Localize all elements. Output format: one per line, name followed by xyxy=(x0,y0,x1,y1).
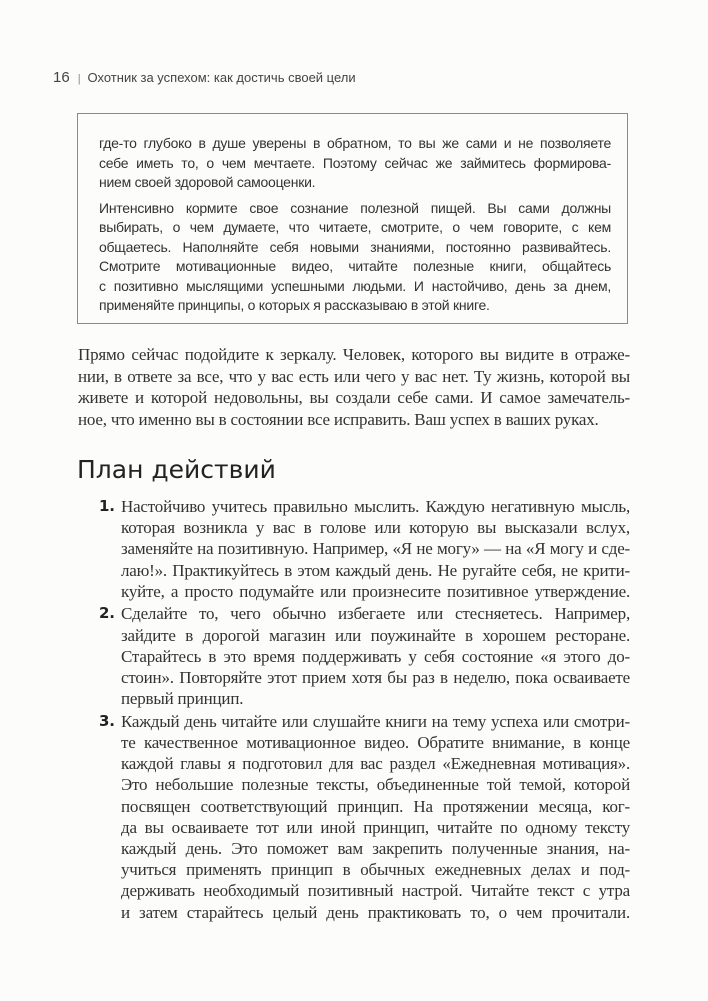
text-line: Интенсивно кормите свое сознание полезной пищей. Вы сами должны xyxy=(99,199,611,216)
text-line: каждой главы я подготовил для вас раздел «Ежедневная мотивация». xyxy=(121,754,630,774)
text-line: Смотрите мотивационные видео, читайте полезные книги, общайтесь xyxy=(99,258,611,274)
item-number: 3. xyxy=(99,711,115,730)
text-line: стоин». Повторяйте этот прием хотя бы раз в неделю, пока осваиваете xyxy=(121,668,630,687)
text-line: каждый день. Это поможет вам закрепить полученные знания, на- xyxy=(121,839,630,858)
text-line: с позитивно мыслящими успешными людьми. И настойчиво, день за днем, xyxy=(99,277,611,294)
list-item xyxy=(96,711,630,923)
text-line: Старайтесь в это время поддерживать у себя состояние «я этого до- xyxy=(121,646,630,666)
text-line: Настойчиво учитесь правильно мыслить. Каждую негативную мысль, xyxy=(121,497,630,516)
text-line: выбирать, о чем думаете, что читаете, смотрите, о чем говорите, с кем xyxy=(99,219,611,235)
text-line: лаю!». Практикуйтесь в этом каждый день. Не ругайте себя, не крити- xyxy=(121,560,630,580)
page-number: 16 xyxy=(53,69,70,86)
callout-text xyxy=(99,134,611,322)
text-line: посвящен соответствующий принцип. На протяжении месяца, ког- xyxy=(121,796,630,816)
item-number: 2. xyxy=(99,604,115,623)
text-line: учиться применять принцип в обычных ежедневных делах и под- xyxy=(121,860,630,880)
text-line: общаетесь. Наполняйте себя новыми знаниями, постоянно развивайтесь. xyxy=(99,238,611,255)
section-heading: План действий xyxy=(77,455,276,484)
text-line: зайдите в дорогой магазин или поужинайте в хорошем ресторане. xyxy=(121,625,630,645)
text-line: куйте, а просто подумайте или произнесите позитивное утверждение. xyxy=(121,581,630,601)
action-list xyxy=(96,496,630,924)
callout-paragraph xyxy=(99,199,611,316)
book-title: Охотник за успехом: как достичь своей цели xyxy=(87,70,356,85)
header-separator: | xyxy=(77,73,81,85)
text-line: применяйте принципы, о которых я рассказываю в этой книге. xyxy=(99,297,490,313)
text-line: нием своей здоровой самооценки. xyxy=(99,174,316,190)
text-line: себе иметь то, о чем мечтаете. Поэтому сейчас же займитесь формирова- xyxy=(99,154,611,171)
text-line: нии, в ответе за все, что у вас есть или чего у вас нет. Ту жизнь, которой вы xyxy=(78,366,630,386)
body-paragraph xyxy=(78,344,630,430)
text-line: те качественное мотивационное видео. Обратите внимание, в конце xyxy=(121,733,630,753)
item-number: 1. xyxy=(99,497,115,515)
text-line: Прямо сейчас подойдите к зеркалу. Человек, которого вы видите в отраже- xyxy=(78,345,630,364)
text-line: живете и которой недовольны, вы создали себе сами. И самое замечатель- xyxy=(78,388,630,407)
list-item xyxy=(96,603,630,709)
text-line: да вы осваиваете тот или иной принцип, читайте по одному тексту xyxy=(121,817,630,837)
callout-paragraph xyxy=(99,134,611,193)
text-line: держивать необходимый позитивный настрой. Читайте текст с утра xyxy=(121,881,630,901)
list-item xyxy=(96,496,630,602)
text-line: Каждый день читайте или слушайте книги на тему успеха или смотри- xyxy=(121,711,630,731)
text-line: первый принцип. xyxy=(121,689,244,709)
text-line: где-то глубоко в душе уверены в обратном, то вы же сами и не позволяете xyxy=(99,135,611,151)
text-line: ное, что именно вы в состоянии все исправить. Ваш успех в ваших руках. xyxy=(78,409,599,429)
text-line: заменяйте на позитивную. Например, «Я не могу» — на «Я могу и сде- xyxy=(121,539,630,559)
text-line: Сделайте то, чего обычно избегаете или стесняетесь. Например, xyxy=(121,604,630,624)
text-line: и затем старайтесь целый день практиковать то, о чем прочитали. xyxy=(121,902,630,922)
text-line: Это небольшие полезные тексты, объединенные той темой, которой xyxy=(121,775,630,795)
text-line: которая возникла у вас в голове или которую вы высказали вслух, xyxy=(121,518,630,538)
running-header xyxy=(53,69,356,86)
